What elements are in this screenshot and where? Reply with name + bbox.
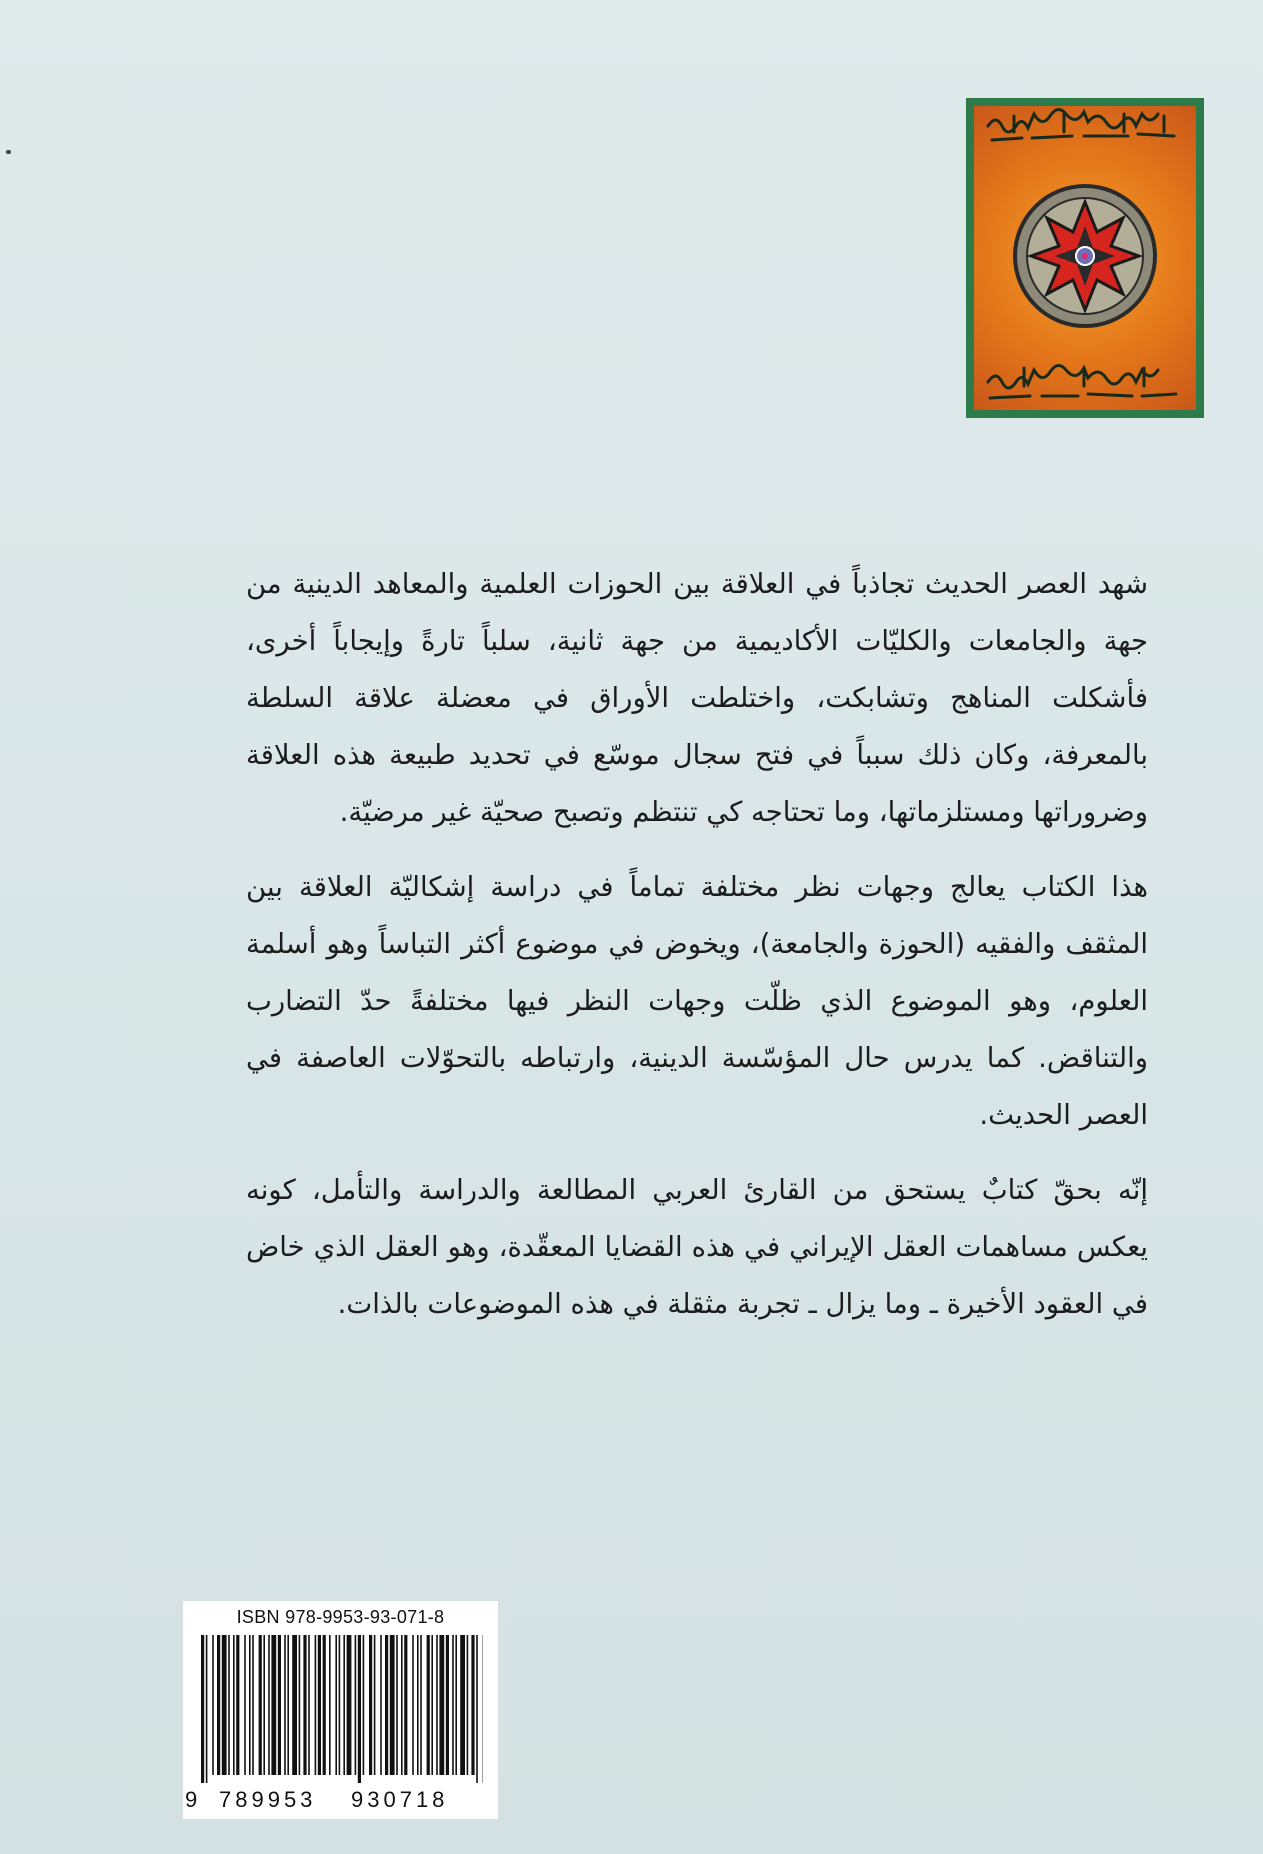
blurb-paragraph-2: هذا الكتاب يعالج وجهات نظر مختلفة تماماً في دراسة إشكاليّة العلاقة بين المثقف والفقيه (الحوزة والجامعة)، ويخوض في موضوع أكثر التباساً وهو أسلمة العلوم، وهو الموضوع الذي ظلّت وجهات النظر فيها مختلفةً حدّ التضارب والتناقض. كما يدرس حال المؤسّسة الدينية، وارتباطه بالتحوّلات العاصفة في العصر الحديث.: [246, 871, 1148, 1131]
barcode-bar: [212, 1635, 214, 1775]
barcode-digit-first: 9: [185, 1787, 198, 1812]
barcode-bar: [308, 1635, 310, 1775]
back-cover-blurb: [246, 556, 1148, 1351]
barcode-bar: [335, 1635, 337, 1775]
barcode-bar: [299, 1635, 301, 1775]
barcode-bar: [244, 1635, 246, 1775]
barcode-bar: [439, 1635, 444, 1775]
barcode-bar: [271, 1635, 276, 1775]
barcode-bars: [201, 1635, 483, 1783]
barcode-bar: [363, 1635, 365, 1775]
medallion: [1015, 186, 1155, 326]
barcode-bar: [315, 1635, 317, 1775]
barcode-bar: [236, 1635, 239, 1775]
barcode-digits-group-2: 930718: [351, 1787, 449, 1812]
barcode-bar: [380, 1635, 382, 1775]
barcode-bar: [292, 1635, 297, 1775]
barcode-bar: [476, 1635, 478, 1783]
barcode-bar: [233, 1635, 235, 1775]
barcode-bar: [431, 1635, 433, 1775]
barcode-bar: [369, 1635, 372, 1775]
bottom-calligraphy: [988, 365, 1176, 398]
barcode-bar: [228, 1635, 230, 1775]
barcode-bar: [323, 1635, 326, 1775]
barcode-bar: [252, 1635, 254, 1775]
barcode-bar: [404, 1635, 407, 1775]
barcode-bar: [452, 1635, 454, 1775]
barcode-bar: [278, 1635, 281, 1775]
barcode-digits: [183, 1787, 498, 1815]
isbn-label: ISBN 978-9953-93-071-8: [236, 1607, 445, 1627]
blurb-paragraph-3: إنّه بحقّ كتابٌ يستحق من القارئ العربي المطالعة والدراسة والتأمل، كونه يعكس مساهمات العقل الإيراني في هذه القضايا المعقّدة، وهو العقل الذي خاض في العقود الأخيرة ـ وما يزال ـ تجربة مثقلة في هذه الموضوعات بالذات.: [246, 1174, 1148, 1320]
barcode-bar: [390, 1635, 395, 1775]
barcode-bar: [455, 1635, 457, 1775]
barcode-bar: [303, 1635, 306, 1775]
barcode-bar: [249, 1635, 251, 1775]
barcode-bar: [217, 1635, 220, 1775]
barcode-bar: [318, 1635, 321, 1775]
barcode-bar: [446, 1635, 449, 1775]
barcode-bar: [374, 1635, 376, 1775]
barcode-bar: [467, 1635, 469, 1775]
top-calligraphy: [988, 109, 1174, 140]
barcode-digits-group-1: 789953: [219, 1787, 317, 1812]
barcode-bar: [259, 1635, 262, 1775]
barcode-bar: [401, 1635, 403, 1775]
print-speck: [6, 150, 11, 154]
barcode-bar: [222, 1635, 227, 1775]
barcode-bar: [347, 1635, 352, 1775]
barcode-bar: [417, 1635, 419, 1775]
barcode-bar: [436, 1635, 438, 1775]
barcode-bar: [420, 1635, 422, 1775]
barcode-bar: [358, 1635, 361, 1783]
barcode-bar: [412, 1635, 414, 1775]
emblem-artwork: [974, 106, 1196, 410]
barcode-bar: [471, 1635, 474, 1775]
barcode-bar: [284, 1635, 286, 1775]
barcode-bar: [339, 1635, 341, 1775]
barcode-bar: [263, 1635, 265, 1775]
barcode-bar: [343, 1635, 345, 1775]
barcode-bar: [287, 1635, 289, 1775]
barcode-bar: [427, 1635, 430, 1775]
barcode-bar: [355, 1635, 357, 1775]
cover-emblem: [966, 98, 1204, 418]
barcode-bar: [329, 1635, 331, 1775]
blurb-paragraph-1: شهد العصر الحديث تجاذباً في العلاقة بين الحوزات العلمية والمعاهد الدينية من جهة والجامعات والكليّات الأكاديمية من جهة ثانية، سلباً تارةً وإيجاباً أخرى، فأشكلت المناهج وتشابكت، واختلطت الأوراق في معضلة علاقة السلطة بالمعرفة، وكان ذلك سبباً في فتح سجال موسّع في تحديد طبيعة هذه العلاقة وضروراتها ومستلزماتها، وما تحتاجه كي تنتظم وتصبح صحيّة غير مرضيّة.: [246, 568, 1148, 828]
barcode-bar: [268, 1635, 270, 1775]
barcode-bar: [201, 1635, 204, 1783]
emblem-field: [974, 106, 1196, 410]
barcode-bar: [385, 1635, 388, 1775]
barcode-bar: [206, 1635, 208, 1783]
barcode-bar: [396, 1635, 398, 1775]
barcode-bar: [460, 1635, 465, 1775]
isbn-barcode: [183, 1601, 498, 1819]
